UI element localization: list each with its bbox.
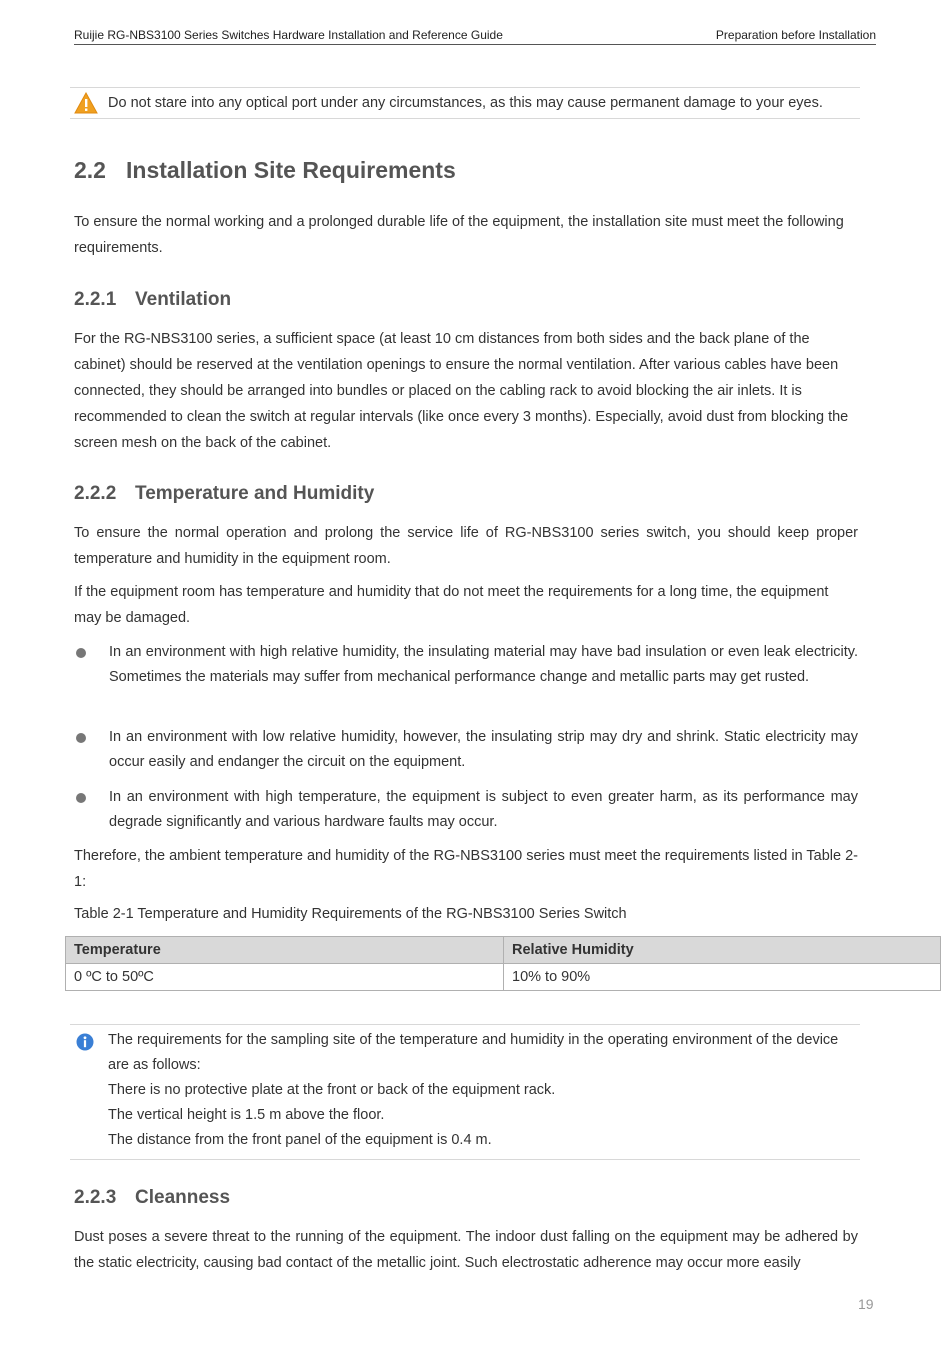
table-row — [66, 964, 941, 991]
section-number: 2.2 — [74, 157, 106, 183]
table-header-temperature: Temperature — [66, 937, 504, 964]
ventilation-number: 2.2.1 — [74, 289, 117, 310]
ventilation-body: For the RG-NBS3100 series, a sufficient space (at least 10 cm distances from both sides and the back plane of the cabinet) should be reserved at the ventilation openings to ensure the normal ventilation. After various cables have been connected, they should be arranged into bundles or placed on the cabling rack to avoid blocking the air inlets. It is recommended to clean the switch at regular intervals (like once every 3 months). Especially, avoid dust from blocking the screen mesh on the back of the cabinet. — [74, 331, 849, 451]
cleanness-body: Dust poses a severe threat to the running of the equipment. The indoor dust falling on the equipment may be adhered by the static electricity, causing bad contact of the metallic joint. Such electrostatic adherence may occur more easily — [74, 1229, 858, 1271]
warning-triangle-icon — [74, 92, 98, 119]
section-title: Installation Site Requirements — [126, 157, 456, 183]
temperature-paragraph-3: Therefore, the ambient temperature and humidity of the RG-NBS3100 series must meet the requirements listed in Table 2-1: — [74, 848, 858, 890]
list-item — [74, 725, 858, 775]
header-doc-title: Ruijie RG-NBS3100 Series Switches Hardware Installation and Reference Guide — [74, 28, 503, 42]
bullet-icon — [76, 648, 86, 658]
list-item-text: In an environment with high temperature, the equipment is subject to even greater harm, as its performance may degrade significantly and various hardware faults may occur. — [109, 789, 858, 830]
cleanness-heading — [74, 1187, 230, 1209]
info-note — [70, 1024, 860, 1160]
info-icon — [76, 1033, 94, 1056]
page-number: 19 — [858, 1296, 874, 1312]
temperature-paragraph-2: If the equipment room has temperature and humidity that do not meet the requirements for a long time, the equipment may be damaged. — [74, 584, 829, 626]
cleanness-title: Cleanness — [135, 1187, 231, 1208]
bullet-icon — [76, 733, 86, 743]
table-cell-humidity: 10% to 90% — [504, 964, 941, 991]
temperature-title: Temperature and Humidity — [135, 483, 375, 504]
cleanness-number: 2.2.3 — [74, 1187, 117, 1208]
info-line: The requirements for the sampling site of the temperature and humidity in the operating environment of the device are as follows: — [108, 1032, 839, 1073]
info-text — [108, 1028, 858, 1153]
requirements-table — [65, 936, 941, 991]
section-intro: To ensure the normal working and a prolonged durable life of the equipment, the installation site must meet the following requirements. — [74, 214, 844, 256]
bullet-icon — [76, 793, 86, 803]
warning-note — [70, 87, 860, 119]
warning-text: Do not stare into any optical port under any circumstances, as this may cause permanent damage to your eyes. — [108, 95, 823, 111]
section-heading — [74, 157, 456, 184]
temperature-number: 2.2.2 — [74, 483, 117, 504]
temperature-heading — [74, 483, 374, 505]
list-item-text: In an environment with low relative humidity, however, the insulating strip may dry and shrink. Static electricity may occur easily and endanger the circuit on the equipment. — [109, 729, 858, 770]
info-line: The vertical height is 1.5 m above the floor. — [108, 1107, 385, 1123]
table-header-humidity: Relative Humidity — [504, 937, 941, 964]
page-header — [74, 28, 876, 45]
temperature-paragraph-1: To ensure the normal operation and prolong the service life of RG-NBS3100 series switch, you should keep proper temperature and humidity in the equipment room. — [74, 525, 858, 567]
ventilation-title: Ventilation — [135, 289, 232, 310]
list-item-text: In an environment with high relative humidity, the insulating material may have bad insulation or even leak electricity. Sometimes the materials may suffer from mechanical performance change and metallic parts may get rusted. — [109, 644, 858, 685]
table-cell-temperature: 0 ºC to 50ºC — [66, 964, 504, 991]
table-caption: Table 2-1 Temperature and Humidity Requirements of the RG-NBS3100 Series Switch — [74, 906, 627, 922]
list-item — [74, 640, 858, 690]
list-item — [74, 785, 858, 835]
info-line: The distance from the front panel of the equipment is 0.4 m. — [108, 1132, 492, 1148]
ventilation-heading — [74, 289, 231, 311]
header-chapter: Preparation before Installation — [715, 28, 876, 42]
table-header-row — [66, 937, 941, 964]
info-line: There is no protective plate at the front or back of the equipment rack. — [108, 1082, 556, 1098]
